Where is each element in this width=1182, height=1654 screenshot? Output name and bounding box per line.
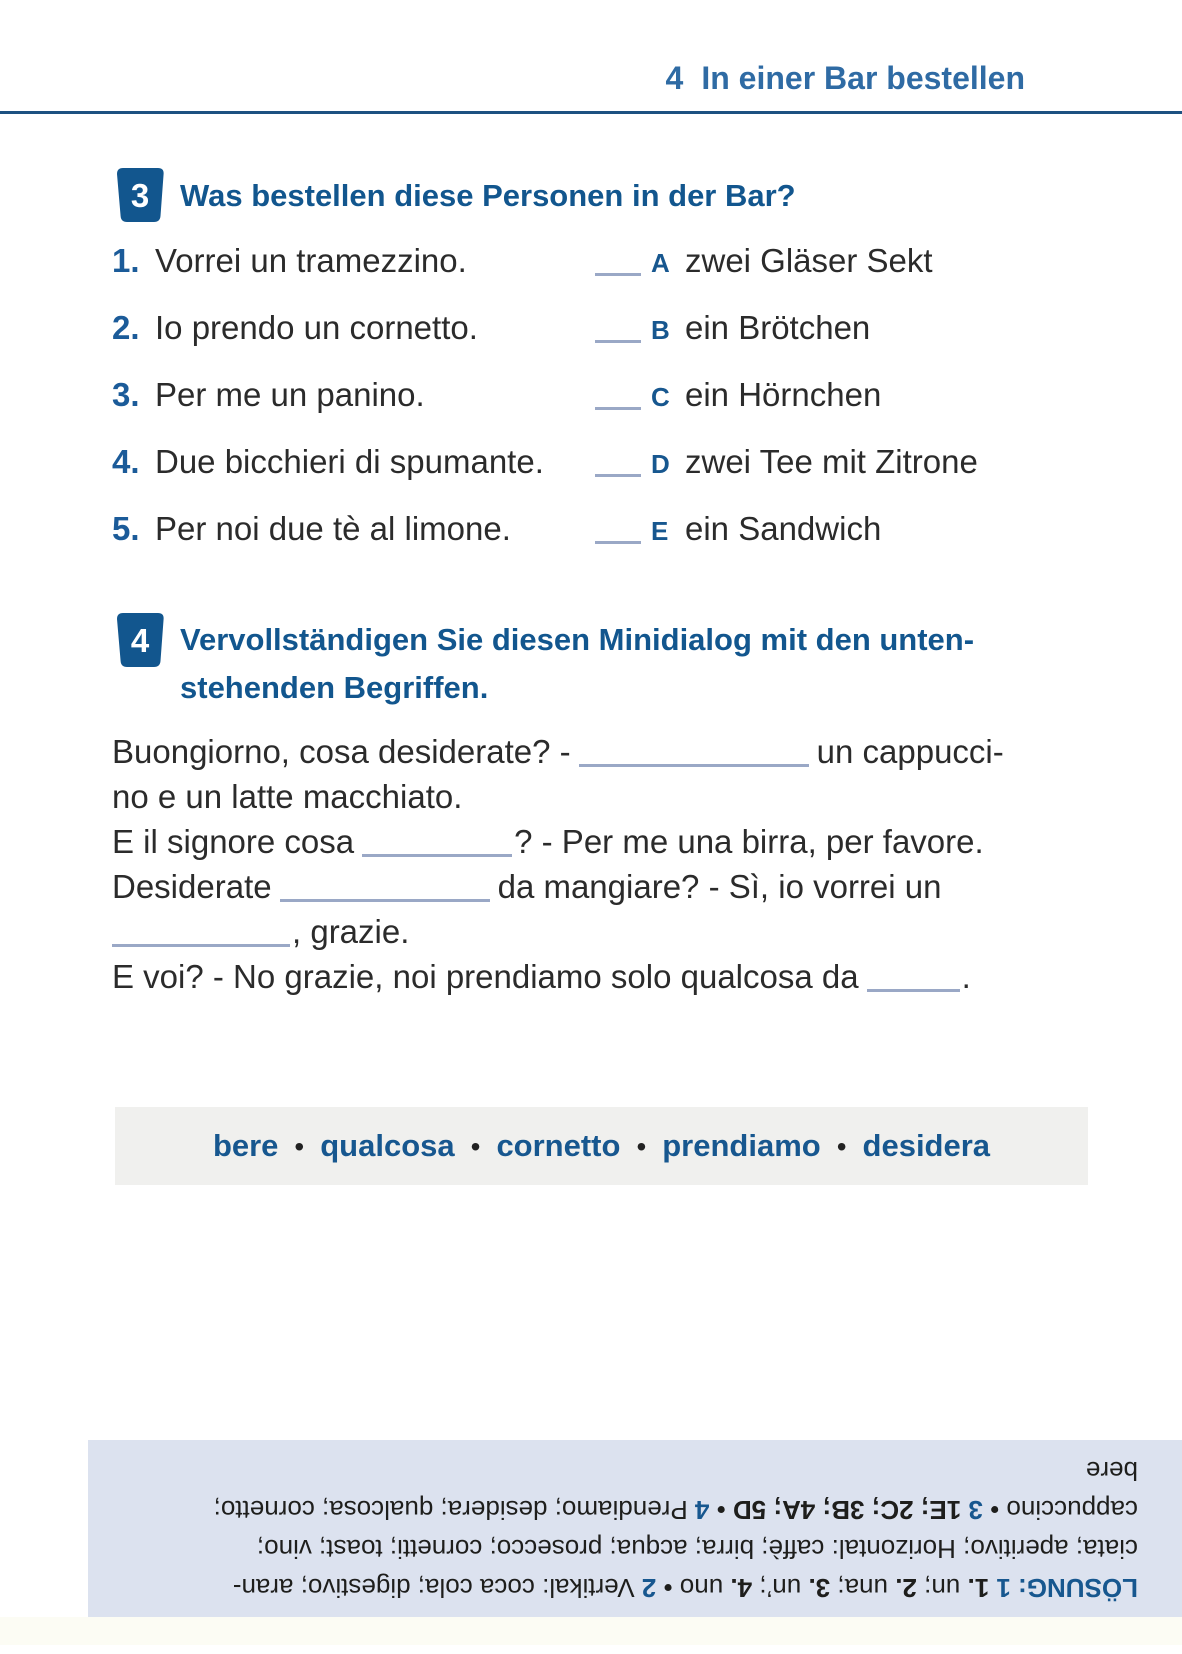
option-text: ein Hörnchen [685,376,882,413]
fill-blank [362,846,512,857]
exercise4-number: 4 [130,622,150,659]
exercise4-title-line2: stehenden Begriffen. [180,670,489,705]
item-number: 1. [112,242,140,279]
bullet-separator: • [470,1131,481,1162]
option-text: zwei Tee mit Zitrone [685,443,978,480]
answer-blank [595,265,641,276]
dialog-text: E voi? - No grazie, noi prendiamo solo qualcosa da [112,958,859,995]
dialog [112,729,1092,999]
dialog-text: , grazie. [292,913,410,950]
fill-blank [579,756,809,767]
item-text: Due bicchieri di spumante. [155,443,544,480]
page-header [666,60,1025,97]
solution-segment: 3. [808,1573,831,1603]
answer-blank [595,399,641,410]
solution-line [132,1490,1138,1529]
chapter-title: In einer Bar bestellen [701,60,1025,96]
match-row [112,374,882,416]
dialog-line [112,729,1092,774]
solution-segment: 3 [961,1495,983,1525]
solution-segment: Vertikal: coca cola; digestivo; aran- [232,1573,635,1603]
solution-segment: cappuccino [999,1495,1138,1525]
solution-segment: 4 [687,1495,710,1525]
match-row [112,307,871,349]
option-text: ein Sandwich [685,510,882,547]
solution-line [132,1451,1138,1490]
header-rule [0,111,1182,114]
dialog-text: ? - Per me una birra, per favore. [514,823,984,860]
matching-list [112,240,1112,560]
solution-line [132,1568,1138,1607]
answer-blank [595,466,641,477]
exercise3-badge [112,166,166,224]
solution-segment: 2. [895,1573,917,1603]
solution-segment: 4. [730,1573,753,1603]
dialog-line [112,864,1092,909]
solution-segment: Prendiamo; desidera; qualcosa; cornetto; [213,1495,688,1525]
item-text: Vorrei un tramezzino. [155,242,467,279]
option-letter: D [651,449,670,479]
bullet-separator: • [636,1131,647,1162]
solution-segment: ciata; aperitivo; Horizontal: caffè; birra; acqua; prosecco; cornetti; toast; vino; [256,1534,1138,1564]
dialog-text: Desiderate [112,868,272,905]
option-letter: A [651,248,670,278]
option-letter: E [651,516,669,546]
word-bank [115,1107,1088,1185]
bullet-separator: • [836,1131,847,1162]
word-bank-word: cornetto [496,1128,621,1163]
exercise4-badge [112,611,166,669]
solution-segment: un’; [752,1573,809,1603]
dialog-line [112,954,1092,999]
fill-blank [112,936,290,947]
item-text: Per me un panino. [155,376,425,413]
dialog-text: E il signore cosa [112,823,355,860]
exercise3-title: Was bestellen diese Personen in der Bar? [180,178,796,213]
word-bank-word: prendiamo [662,1128,821,1163]
exercise-badge-shape [112,611,166,669]
solution-segment: uno [672,1573,731,1603]
match-row [112,441,978,483]
solution-segment: • [982,1495,1000,1525]
item-number: 2. [112,309,140,346]
answer-blank [595,533,641,544]
solution-segment: un; [916,1573,968,1603]
dialog-line [112,819,1092,864]
solution-segment: 1E; 2C; 3B; 4A; 5D [725,1495,962,1525]
exercise-badge-shape [112,166,166,224]
answer-blank [595,332,641,343]
dialog-line [112,909,1092,954]
dialog-text: Buongiorno, cosa desiderate? - [112,733,571,770]
item-text: Io prendo un cornetto. [155,309,478,346]
solution-segment: • [656,1573,673,1603]
solution-line [132,1529,1138,1568]
solution-segment: 2 [634,1573,657,1603]
chapter-number: 4 [665,60,684,96]
dialog-text: . [961,958,971,995]
option-letter: B [651,315,670,345]
solution-segment: 1 [989,1573,1011,1603]
solution-text [88,1440,1182,1617]
option-letter: C [651,382,670,412]
page-bottom-strip [0,1617,1182,1645]
dialog-text: un cappucci- [816,733,1004,770]
solution-segment: • [709,1495,726,1525]
solution-box [88,1440,1182,1617]
exercise4-title [180,616,974,712]
bullet-separator: • [294,1131,305,1162]
word-bank-word: bere [212,1128,279,1163]
word-bank-word: qualcosa [320,1128,455,1163]
option-text: zwei Gläser Sekt [685,242,933,279]
match-row [112,508,882,550]
item-text: Per noi due tè al limone. [155,510,511,547]
item-number: 4. [112,443,140,480]
dialog-text: no e un latte macchiato. [112,778,463,815]
solution-segment: LÖSUNG: [1010,1573,1138,1603]
dialog-line [112,774,1092,819]
fill-blank [867,981,960,992]
solution-segment: bere [1085,1456,1138,1486]
word-bank-word: desidera [862,1128,991,1163]
item-number: 5. [112,510,140,547]
dialog-text: da mangiare? - Sì, io vorrei un [497,868,942,905]
item-number: 3. [112,376,140,413]
solution-segment: una; [830,1573,896,1603]
option-text: ein Brötchen [685,309,871,346]
exercise3-number: 3 [130,177,150,214]
solution-segment: 1. [967,1573,990,1603]
fill-blank [280,891,490,902]
exercise4-title-line1: Vervollständigen Sie diesen Minidialog mit den unten- [180,622,975,657]
match-row [112,240,933,282]
